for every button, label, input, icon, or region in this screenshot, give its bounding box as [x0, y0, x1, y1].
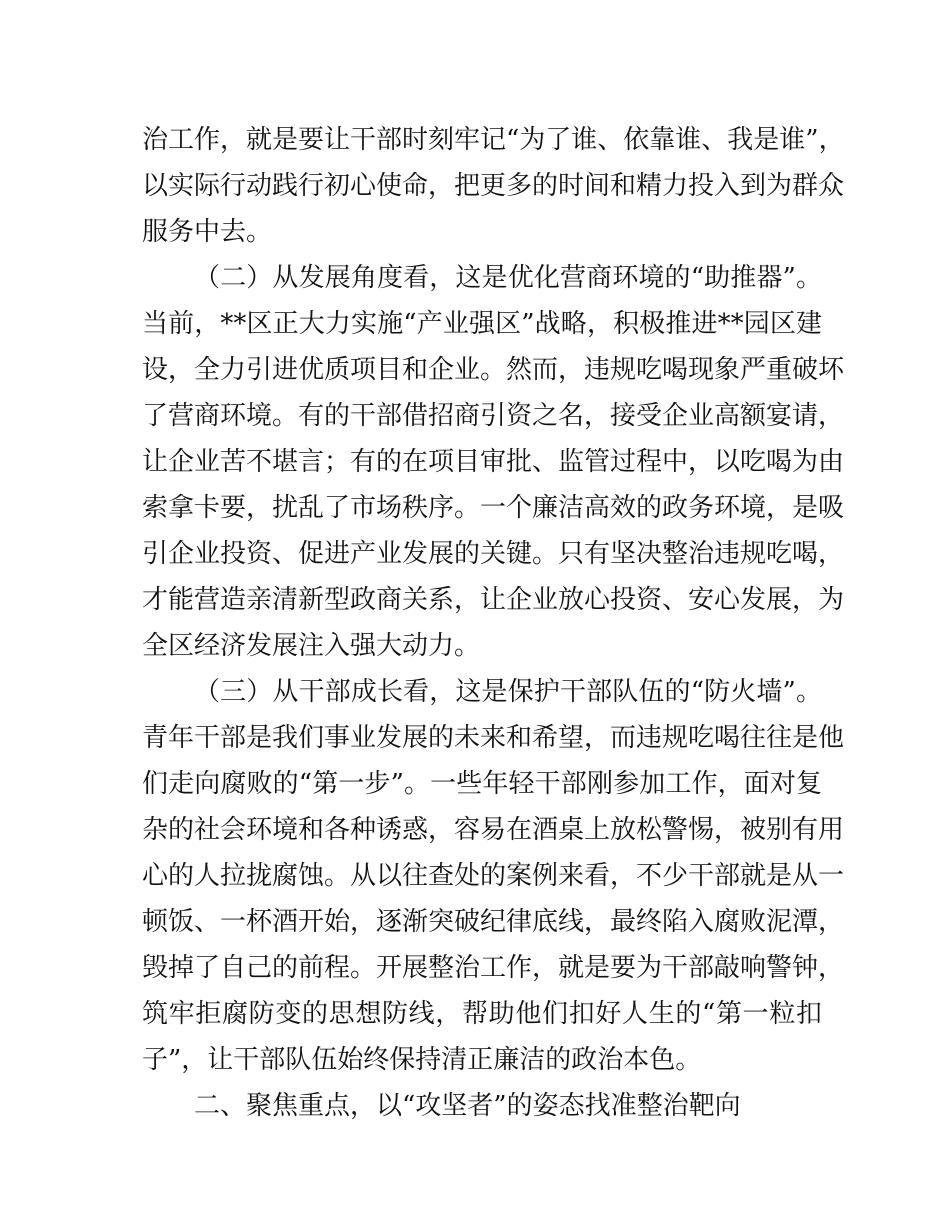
paragraph-continuation	[142, 117, 845, 255]
text-line: 子”，让干部队伍始终保持清正廉洁的政治本色。	[142, 1045, 702, 1075]
text-line: 筑牢拒腐防变的思想防线，帮助他们扣好人生的“第一粒扣	[142, 999, 822, 1029]
text-line: （三）从干部成长看，这是保护干部队伍的“防火墙”。	[194, 677, 822, 707]
text-line: （二）从发展角度看，这是优化营商环境的“助推器”。	[194, 263, 822, 293]
text-line: 索拿卡要，扰乱了市场秩序。一个廉洁高效的政务环境，是吸	[142, 493, 845, 523]
paragraph-cadre-growth	[142, 669, 845, 1083]
text-line: 当前，**区正大力实施“产业强区”战略，积极推进**园区建	[142, 309, 822, 339]
text-line: 顿饭、一杯酒开始，逐渐突破纪律底线，最终陷入腐败泥潭，	[142, 907, 845, 937]
text-line: 毁掉了自己的前程。开展整治工作，就是要为干部敲响警钟，	[142, 953, 845, 983]
text-line: 了营商环境。有的干部借招商引资之名，接受企业高额宴请，	[142, 401, 845, 431]
text-line: 们走向腐败的“第一步”。一些年轻干部刚参加工作，面对复	[142, 769, 822, 799]
section-heading	[142, 1083, 822, 1129]
text-line: 设，全力引进优质项目和企业。然而，违规吃喝现象严重破坏	[142, 355, 845, 385]
text-line: 才能营造亲清新型政商关系，让企业放心投资、安心发展，为	[142, 585, 845, 615]
text-line: 心的人拉拢腐蚀。从以往查处的案例来看，不少干部就是从一	[142, 861, 845, 891]
text-line: 服务中去。	[142, 217, 273, 247]
text-line: 全区经济发展注入强大动力。	[142, 631, 481, 661]
section-heading-text: 二、聚焦重点，以“攻坚者”的姿态找准整治靶向	[194, 1091, 741, 1121]
text-line: 青年干部是我们事业发展的未来和希望，而违规吃喝往往是他	[142, 723, 845, 753]
text-line: 让企业苦不堪言；有的在项目审批、监管过程中，以吃喝为由	[142, 447, 845, 477]
text-line: 以实际行动践行初心使命，把更多的时间和精力投入到为群众	[142, 171, 845, 201]
text-line: 杂的社会环境和各种诱惑，容易在酒桌上放松警惕，被别有用	[142, 815, 845, 845]
document-body	[142, 117, 845, 1129]
paragraph-development-angle	[142, 255, 845, 669]
text-line: 引企业投资、促进产业发展的关键。只有坚决整治违规吃喝，	[142, 539, 845, 569]
text-line: 治工作，就是要让干部时刻牢记“为了谁、依靠谁、我是谁”，	[142, 125, 845, 155]
